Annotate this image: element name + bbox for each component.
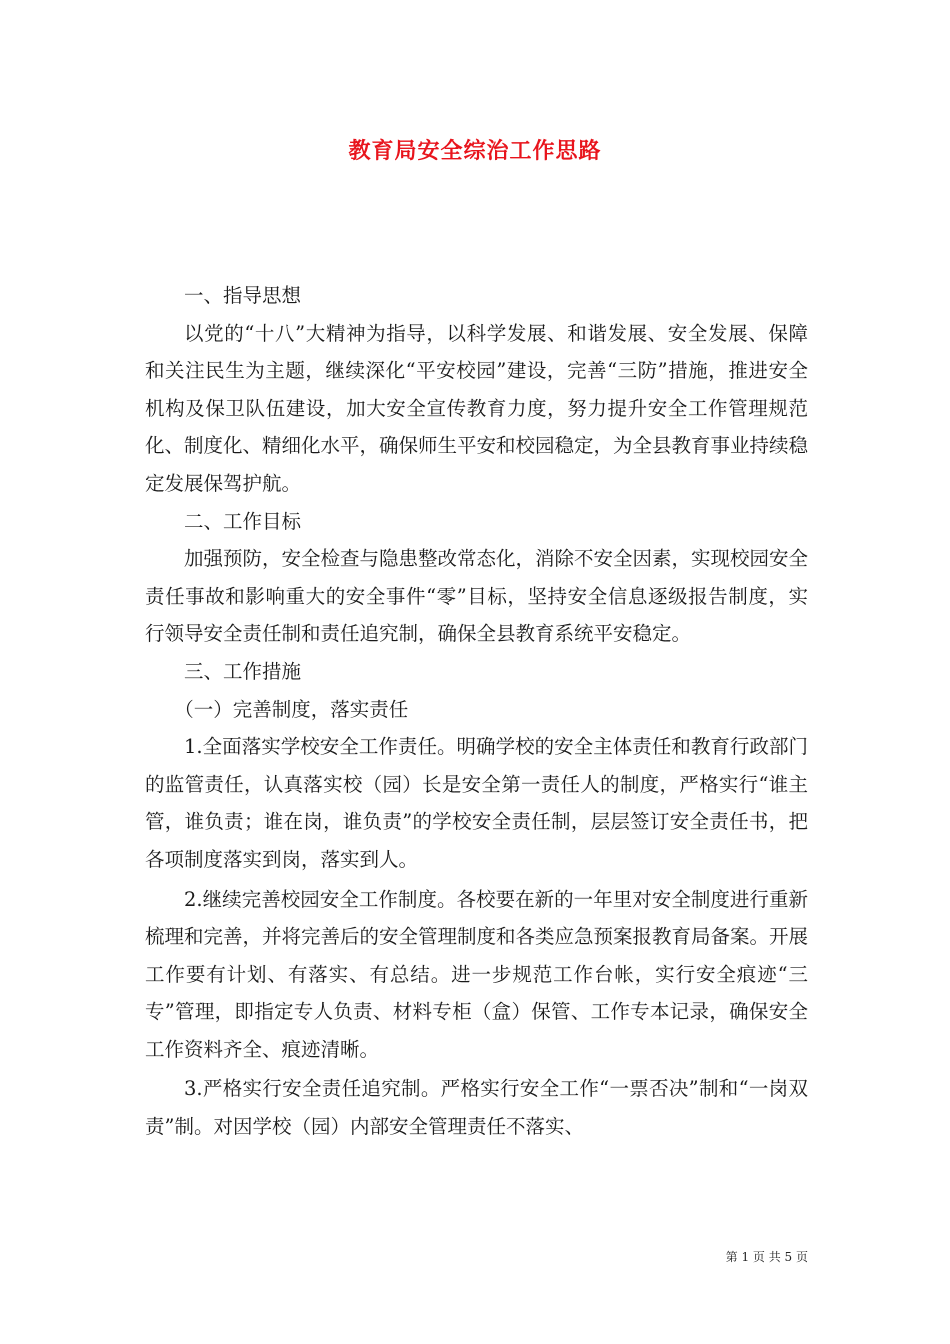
- section-heading-guiding-thought: 一、指导思想: [184, 284, 302, 307]
- section-heading-goals: 二、工作目标: [184, 509, 302, 533]
- paragraph-measure-1: 1.全面落实学校安全工作责任。明确学校的安全主体责任和教育行政部门的监管责任，认真落实校（园）长是安全第一责任人的制度，严格实行“谁主管，谁负责；谁在岗，谁负责”的学校安全责任制，层层签订安全责任书，把各项制度落实到岗，落实到人。: [145, 735, 808, 871]
- paragraph-measure-2: 2.继续完善校园安全工作制度。各校要在新的一年里对安全制度进行重新梳理和完善，并将完善后的安全管理制度和各类应急预案报教育局备案。开展工作要有计划、有落实、有总结。进一步规范工作台帐，实行安全痕迹“三专”管理，即指定专人负责、材料专柜（盒）保管、工作专本记录，确保安全工作资料齐全、痕迹清晰。: [145, 887, 809, 1061]
- subsection-heading-system: （一）完善制度，落实责任: [174, 697, 409, 721]
- paragraph-guiding-thought: 以党的“十八”大精神为指导，以科学发展、和谐发展、安全发展、保障和关注民生为主题，继续深化“平安校园”建设，完善“三防”措施，推进安全机构及保卫队伍建设，加大安全宣传教育力度，努力提升安全工作管理规范化、制度化、精细化水平，确保师生平安和校园稳定，为全县教育事业持续稳定发展保驾护航。: [145, 321, 809, 495]
- page-number: 第 1 页 共 5 页: [725, 1250, 808, 1264]
- paragraph-measure-3: 3.严格实行安全责任追究制。严格实行安全工作“一票否决”制和“一岗双责”制。对因学校（园）内部安全管理责任不落实、: [145, 1077, 808, 1139]
- section-heading-measures: 三、工作措施: [184, 659, 302, 683]
- document-title: 教育局安全综治工作思路: [348, 138, 602, 164]
- document-body: [145, 277, 808, 1146]
- paragraph-goals: 加强预防，安全检查与隐患整改常态化，消除不安全因素，实现校园安全责任事故和影响重大的安全事件“零”目标，坚持安全信息逐级报告制度，实行领导安全责任制和责任追究制，确保全县教育系统平安稳定。: [145, 547, 809, 646]
